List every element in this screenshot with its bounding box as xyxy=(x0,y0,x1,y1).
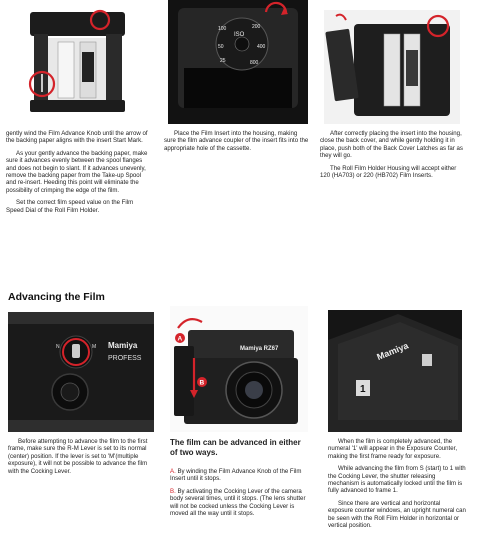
photo-film-speed-dial xyxy=(168,0,308,124)
model-label: Mamiya RZ67 xyxy=(240,346,279,352)
method-a-label: A. xyxy=(170,468,176,475)
caption-two-ways xyxy=(170,438,310,522)
caption-paragraph: Set the correct film speed value on the Film Speed Dial of the Roll Film Holder. xyxy=(6,199,134,214)
section-heading: Advancing the Film xyxy=(8,291,105,303)
dial-number: 50 xyxy=(218,44,224,50)
photo-rm-lever xyxy=(8,312,154,432)
dial-number: 400 xyxy=(257,44,266,50)
caption-counter xyxy=(328,438,466,534)
brand-suffix-label: PROFESS xyxy=(108,355,142,362)
brand-label: Mamiya xyxy=(108,341,138,350)
caption-method-b xyxy=(170,488,310,518)
dial-number: 100 xyxy=(218,26,227,32)
caption-paragraph: gently wind the Film Advance Knob until the arrow of the backing paper aligns with the insert Start Mark. xyxy=(6,130,148,145)
holder-brand-label: Mamiya xyxy=(375,340,410,363)
dial-iso-label: ISO xyxy=(234,32,245,38)
photo-exposure-counter xyxy=(328,310,462,432)
photo-camera-body xyxy=(170,306,308,432)
counter-numeral: 1 xyxy=(360,384,366,395)
caption-step-place-insert xyxy=(164,130,310,157)
dial-number: 200 xyxy=(252,24,261,30)
dial-number: 25 xyxy=(220,58,226,64)
lever-m-label: M xyxy=(92,344,97,350)
method-a-text: By winding the Film Advance Knob of the Film Insert until it stops. xyxy=(170,468,302,483)
caption-rm-lever xyxy=(8,438,154,480)
caption-paragraph: While advancing the film from S (start) to 1 with the Cocking Lever, the shutter releasing mechanism is automatically locked until the film is fully advanced to frame 1. xyxy=(328,465,466,495)
marker-b: B xyxy=(199,379,205,387)
photo-film-insert xyxy=(22,4,132,124)
caption-paragraph: As your gently advance the backing paper, make sure it advances evenly between the spool flanges and does not begin to slant. If it advances unevenly, remove the backing paper from the Take-up Spool and re-insert. Heeding this point will eliminate the possibility of crimping the edge of the film. xyxy=(6,149,148,194)
caption-method-a xyxy=(170,468,310,483)
caption-subheading: The film can be advanced in either of two ways. xyxy=(170,438,301,457)
caption-paragraph: After correctly placing the insert into the housing, close the back cover, and while gently holding it in place, push both of the Back Cover Latches as far as they will go. xyxy=(320,130,463,160)
lever-n-label: N xyxy=(56,344,60,350)
caption-step-close-cover xyxy=(320,130,466,184)
caption-paragraph: Since there are vertical and horizontal exposure counter windows, an upright numeral can be seen with the Roll Film Holder in horizontal or vertical position. xyxy=(328,499,466,530)
photo-back-cover xyxy=(324,10,460,124)
caption-paragraph: Place the Film Insert into the housing, making sure the film advance coupler of the insert fits into the appropriate hole of the cassette. xyxy=(164,130,309,152)
method-b-label: B. xyxy=(170,487,176,495)
caption-paragraph: The Roll Film Holder Housing will accept either 120 (HA703) or 220 (HB702) Film Inserts. xyxy=(320,164,457,180)
caption-step-wind xyxy=(6,130,152,219)
caption-paragraph: When the film is completely advanced, the numeral '1' will appear in the Exposure Counter, making the first frame ready for exposure. xyxy=(328,438,458,460)
caption-paragraph: Before attempting to advance the film to the first frame, make sure the R-M Lever is set to its normal (center) position. If the lever is set to 'M'(multiple exposure), it will not be possible to advance the film with the Cocking Lever. xyxy=(8,438,148,475)
marker-a: A xyxy=(177,335,183,343)
method-b-text: By activating the Cocking Lever of the camera body several times, until it stops. (The lens shutter will not be cocked unless the Cocking Lever is moved all the way until it stops. xyxy=(170,487,306,518)
dial-number: 800 xyxy=(250,60,259,66)
